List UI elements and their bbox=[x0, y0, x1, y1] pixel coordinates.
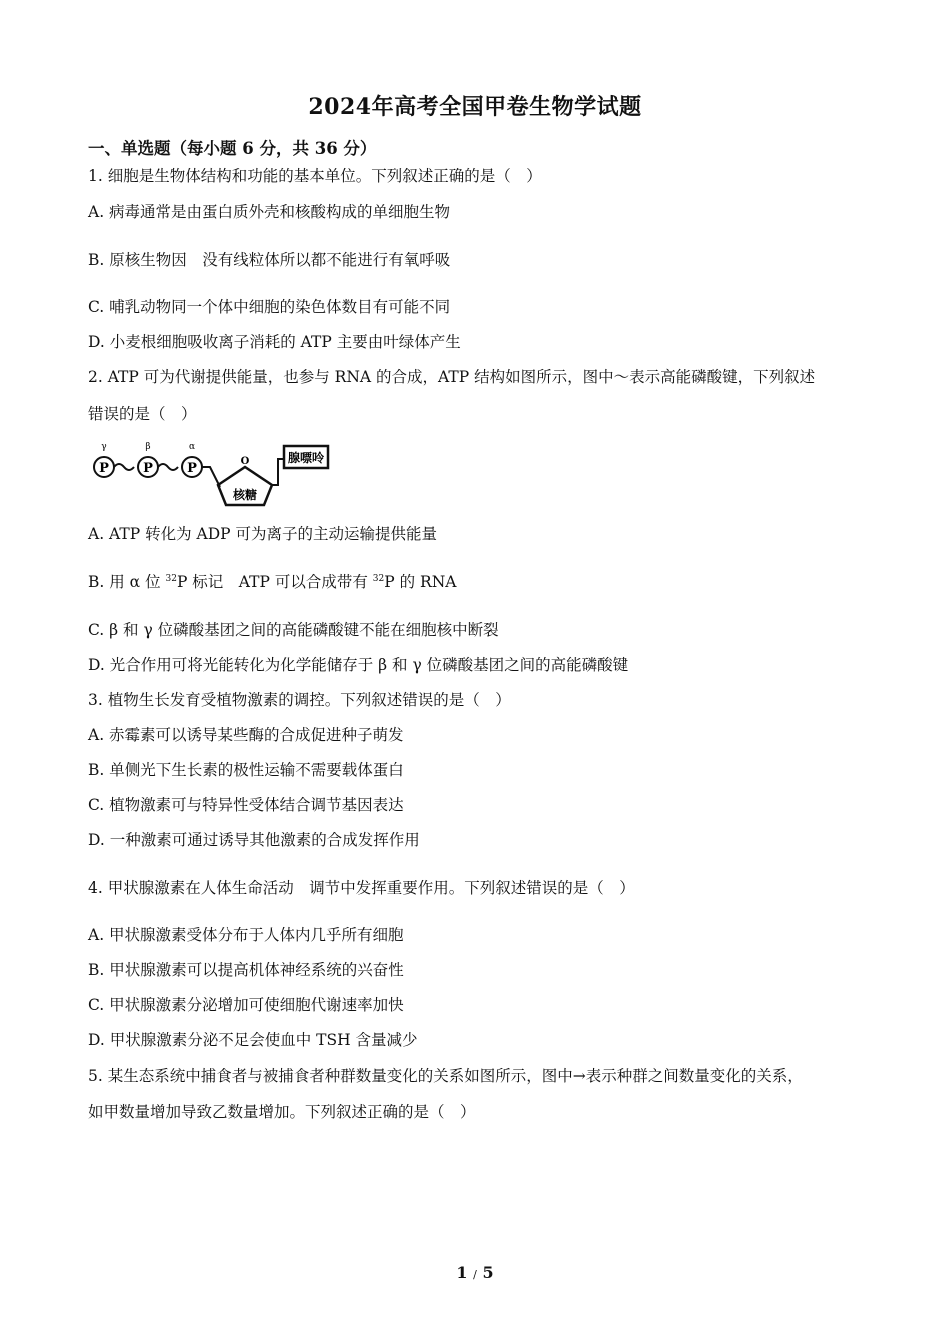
q2-stem-line1: 2. ATP 可为代谢提供能量，也参与 RNA 的合成，ATP 结构如图所示，图中～表示高能磷酸键，下列叙述 bbox=[88, 368, 816, 386]
q2-option-d: D. 光合作用可将光能转化为化学能储存于 β 和 γ 位磷酸基团之间的高能磷酸键 bbox=[88, 656, 629, 674]
q4-stem: 4. 甲状腺激素在人体生命活动 调节中发挥重要作用。下列叙述错误的是（ ） bbox=[88, 879, 635, 897]
gamma-label: γ bbox=[101, 442, 107, 452]
q2-option-a: A. ATP 转化为 ADP 可为离子的主动运输提供能量 bbox=[88, 525, 437, 543]
q1-option-b: B. 原核生物因 没有线粒体所以都不能进行有氧呼吸 bbox=[88, 251, 451, 269]
ribose-label: 核糖 bbox=[232, 488, 258, 502]
section-heading: 一、单选题（每小题 6 分，共 36 分） bbox=[88, 139, 377, 158]
q4-option-c: C. 甲状腺激素分泌增加可使细胞代谢速率加快 bbox=[88, 996, 404, 1014]
page-separator: / bbox=[473, 1268, 477, 1281]
q2-option-b-part1: B. 用 α 位 bbox=[88, 573, 166, 591]
q5-stem-line2: 如甲数量增加导致乙数量增加。下列叙述正确的是（ ） bbox=[88, 1103, 476, 1121]
q2-option-b-part2: P 标记 ATP 可以合成带有 bbox=[176, 573, 373, 591]
q2-option-b bbox=[88, 572, 456, 592]
page-current: 1 bbox=[456, 1263, 468, 1282]
high-energy-bond-1 bbox=[114, 464, 134, 470]
atp-structure-diagram bbox=[88, 437, 333, 509]
q1-option-d: D. 小麦根细胞吸收离子消耗的 ATP 主要由叶绿体产生 bbox=[88, 333, 461, 351]
q1-option-a: A. 病毒通常是由蛋白质外壳和核酸构成的单细胞生物 bbox=[88, 203, 451, 221]
q3-stem: 3. 植物生长发育受植物激素的调控。下列叙述错误的是（ ） bbox=[88, 691, 511, 709]
q4-option-b: B. 甲状腺激素可以提高机体神经系统的兴奋性 bbox=[88, 961, 404, 979]
page-number bbox=[0, 1263, 950, 1282]
high-energy-bond-2 bbox=[158, 464, 178, 470]
page-title: 2024年高考全国甲卷生物学试题 bbox=[308, 94, 642, 120]
q3-option-b: B. 单侧光下生长素的极性运输不需要载体蛋白 bbox=[88, 761, 404, 779]
alpha-label: α bbox=[188, 442, 196, 452]
q1-stem: 1. 细胞是生物体结构和功能的基本单位。下列叙述正确的是（ ） bbox=[88, 167, 542, 185]
q4-option-a: A. 甲状腺激素受体分布于人体内几乎所有细胞 bbox=[88, 926, 404, 944]
q2-option-c: C. β 和 γ 位磷酸基团之间的高能磷酸键不能在细胞核中断裂 bbox=[88, 621, 499, 639]
beta-label: β bbox=[145, 442, 151, 452]
q2-option-b-part3: P 的 RNA bbox=[384, 573, 457, 591]
glycosidic-bond-line bbox=[272, 459, 284, 485]
adenine-label: 腺嘌呤 bbox=[287, 451, 325, 465]
q3-option-a: A. 赤霉素可以诱导某些酶的合成促进种子萌发 bbox=[88, 726, 404, 744]
page-total: 5 bbox=[482, 1263, 494, 1282]
q2-option-b-sup2: 32 bbox=[372, 573, 385, 584]
phosphate-beta-label: P bbox=[143, 461, 153, 476]
q2-option-b-sup1: 32 bbox=[165, 573, 177, 584]
q2-stem-line2: 错误的是（ ） bbox=[88, 405, 197, 423]
q3-option-d: D. 一种激素可通过诱导其他激素的合成发挥作用 bbox=[88, 831, 420, 849]
q1-option-c: C. 哺乳动物同一个体中细胞的染色体数目有可能不同 bbox=[88, 298, 451, 316]
q3-option-c: C. 植物激素可与特异性受体结合调节基因表达 bbox=[88, 796, 404, 814]
phosphate-alpha-label: P bbox=[187, 461, 197, 476]
q4-option-d: D. 甲状腺激素分泌不足会使血中 TSH 含量减少 bbox=[88, 1031, 418, 1049]
q5-stem-line1: 5. 某生态系统中捕食者与被捕食者种群数量变化的关系如图所示，图中→表示种群之间数量变化的关系， bbox=[88, 1067, 803, 1085]
phosphate-gamma-label: P bbox=[99, 461, 109, 476]
ring-oxygen-label: O bbox=[240, 456, 250, 467]
